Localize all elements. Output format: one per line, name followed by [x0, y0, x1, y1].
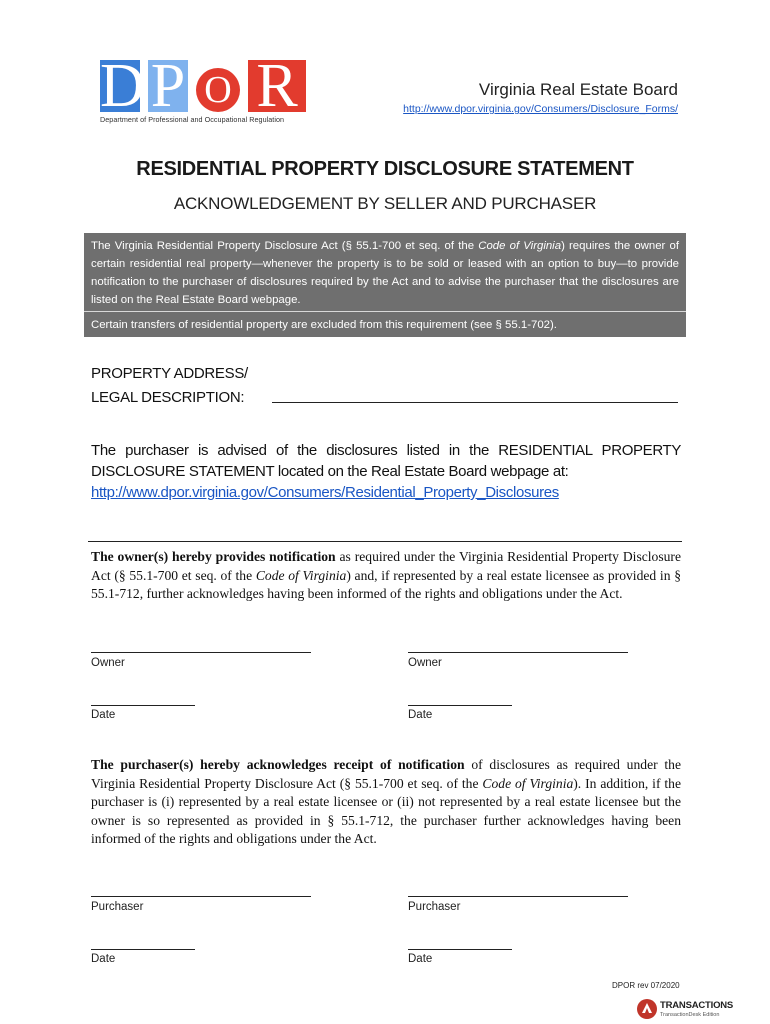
page-subtitle: ACKNOWLEDGEMENT BY SELLER AND PURCHASER	[173, 194, 597, 213]
owner-date-label-1: Date	[91, 709, 116, 721]
purchaser-code-italic: Code of Virginia	[482, 775, 574, 791]
advisory-text: The purchaser is advised of the disclosures listed in the RESIDENTIAL PROPERTY DISCLOSURE STATEMENT located on the Real Estate Board webpage at:	[91, 442, 681, 480]
owner-label-1: Owner	[91, 657, 125, 669]
logo-letter-o: O	[204, 69, 232, 111]
notice-paragraph	[91, 237, 679, 309]
owner-text-1: as required under the Virginia Residential Property Disclosure Act (§ 55.1-700 et seq. of the	[91, 549, 681, 583]
owner-bold-lead: The owner(s) hereby provides notification	[91, 549, 336, 564]
revision-note: DPOR rev 07/2020	[612, 981, 680, 990]
notice-text-a: The Virginia Residential Property Disclosure Act (§ 55.1-700 et seq. of the	[91, 240, 479, 252]
purchaser-bold-lead: The purchaser(s) hereby acknowledges receipt of notification	[91, 757, 465, 772]
purchaser-text-1: of disclosures as required under the Virginia Residential Property Disclosure Act (§ 55.1-700 et seq. of the	[91, 757, 681, 791]
notice-divider	[84, 311, 686, 312]
legal-description-label: LEGAL DESCRIPTION:	[91, 389, 245, 406]
logo-letter-p: P	[150, 52, 186, 120]
notice-exclusion: Certain transfers of residential property are excluded from this requirement (see § 55.1-702).	[91, 319, 557, 331]
purchaser-label-1: Purchaser	[91, 901, 144, 913]
page-title: RESIDENTIAL PROPERTY DISCLOSURE STATEMENT	[136, 158, 634, 180]
owner-signature-line-2[interactable]	[408, 652, 628, 653]
logo-letter-r: R	[256, 52, 298, 120]
notice-box	[84, 233, 686, 337]
owner-date-line-2[interactable]	[408, 705, 512, 706]
owner-label-2: Owner	[408, 657, 442, 669]
purchaser-date-line-2[interactable]	[408, 949, 512, 950]
transactions-subtitle: TransactionDesk Edition	[660, 1012, 720, 1018]
disclosure-forms-link[interactable]: http://www.dpor.virginia.gov/Consumers/Disclosure_Forms/	[403, 103, 678, 115]
owner-signature-line-1[interactable]	[91, 652, 311, 653]
owner-text-2: ) and, if represented by a real estate licensee as provided in § 55.1-712, further acknowledges having been informed of the rights and obligations under the Act.	[91, 567, 681, 601]
residential-disclosures-link[interactable]: http://www.dpor.virginia.gov/Consumers/Residential_Property_Disclosures	[91, 484, 559, 501]
advisory-paragraph	[91, 440, 681, 503]
owner-date-line-1[interactable]	[91, 705, 195, 706]
section-divider	[88, 541, 682, 542]
notice-code-italic: Code of Virginia	[478, 240, 562, 252]
transactions-flame-icon	[636, 998, 658, 1020]
transactions-logo	[636, 998, 732, 1022]
purchaser-text-2: ). In addition, if the purchaser is (i) represented by a real estate licensee or (ii) not represented by a real estate licensee but the owner is so represented as provided in § 55.1-712, the purchaser further acknowledges having been informed of the rights and obligations under the Act.	[91, 775, 681, 846]
logo-subtitle: Department of Professional and Occupational Regulation	[100, 115, 285, 124]
purchaser-label-2: Purchaser	[408, 901, 461, 913]
notice-text-b: ) requires the owner of certain residential real property—whenever the property is to be sold or leased with an option to buy—to provide notification to the purchaser of disclosures required by the Act and to advise the purchaser that the disclosures are listed on the Real Estate Board webpage.	[91, 240, 680, 306]
purchaser-signature-line-1[interactable]	[91, 896, 311, 897]
owner-code-italic: Code of Virginia	[255, 567, 347, 583]
transactions-brand: TRANSACTIONS	[660, 1000, 734, 1011]
purchaser-acknowledgement-paragraph	[91, 756, 681, 849]
purchaser-date-label-1: Date	[91, 953, 116, 965]
property-address-label: PROPERTY ADDRESS/	[91, 365, 248, 382]
owner-notification-paragraph	[91, 548, 681, 604]
purchaser-date-label-2: Date	[408, 953, 433, 965]
dpor-logo	[100, 52, 318, 126]
purchaser-signature-line-2[interactable]	[408, 896, 628, 897]
property-address-field[interactable]	[272, 402, 678, 403]
owner-date-label-2: Date	[408, 709, 433, 721]
purchaser-date-line-1[interactable]	[91, 949, 195, 950]
logo-letter-d: D	[100, 52, 145, 120]
board-name: Virginia Real Estate Board	[478, 80, 678, 99]
